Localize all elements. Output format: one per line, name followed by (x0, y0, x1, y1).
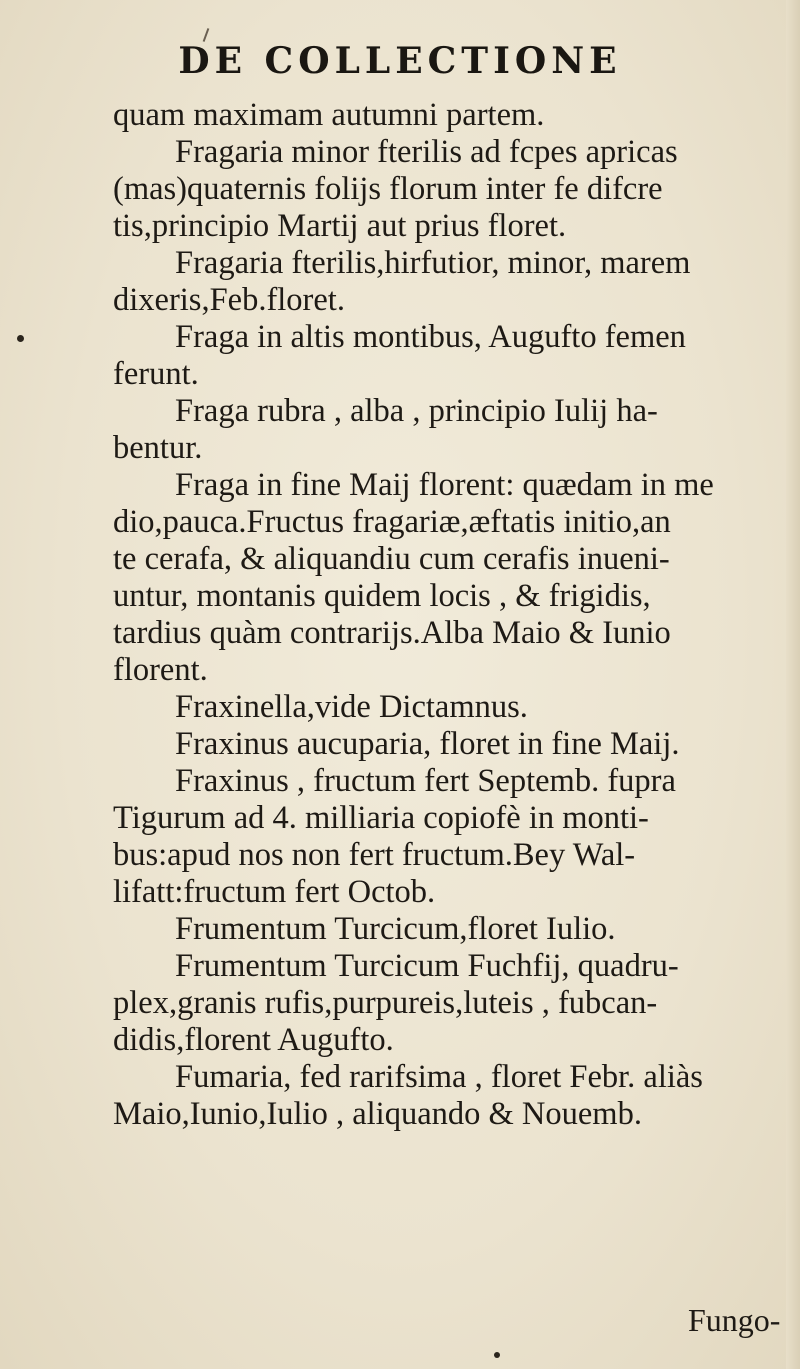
text-line: Fraga in altis montibus, Augufto femen (175, 319, 686, 355)
text-line: untur, montanis quidem locis , & frigidis, (113, 578, 651, 614)
text-line: dixeris,Feb.floret. (113, 282, 345, 318)
text-line: florent. (113, 652, 208, 688)
text-line: Fragaria fterilis,hirfutior, minor, marem (175, 245, 691, 281)
text-line: ferunt. (113, 356, 199, 392)
text-line: Fraxinella,vide Dictamnus. (175, 689, 528, 725)
ink-speck (494, 1352, 500, 1358)
text-line: dio,pauca.Fructus fragariæ,æftatis initio,an (113, 504, 671, 540)
text-line: bus:apud nos non fert fructum.Bey Wal- (113, 837, 636, 873)
text-line: Fumaria, fed rarifsima , floret Febr. aliàs (175, 1059, 703, 1095)
text-line: Frumentum Turcicum,floret Iulio. (175, 911, 616, 947)
text-line: Fraxinus aucuparia, floret in fine Maij. (175, 726, 680, 762)
text-line: tis,principio Martij aut prius floret. (113, 208, 567, 244)
text-line: plex,granis rufis,purpureis,luteis , fubcan- (113, 985, 658, 1021)
text-line: Fraga rubra , alba , principio Iulij ha- (175, 393, 658, 429)
text-line: te cerafa, & aliquandiu cum cerafis inueni- (113, 541, 670, 577)
text-line: Fragaria minor fterilis ad fcpes apricas (175, 134, 678, 170)
text-line: Fraga in fine Maij florent: quædam in me (175, 467, 714, 503)
catchword: Fungo- (688, 1302, 781, 1338)
text-line: quam maximam autumni partem. (113, 97, 545, 133)
text-line: Frumentum Turcicum Fuchfij, quadru- (175, 948, 679, 984)
text-line: Fraxinus , fructum fert Septemb. fupra (175, 763, 676, 799)
text-line: lifatt:fructum fert Octob. (113, 874, 436, 910)
text-line: Tigurum ad 4. milliaria copiofè in monti- (113, 800, 649, 836)
text-line: Maio,Iunio,Iulio , aliquando & Nouemb. (113, 1096, 642, 1132)
text-line: didis,florent Augufto. (113, 1022, 394, 1058)
running-title: DE COLLECTIONE (178, 40, 622, 82)
text-line: (mas)quaternis folijs florum inter fe difcre (113, 171, 663, 207)
text-line: tardius quàm contrarijs.Alba Maio & Iunio (113, 615, 671, 651)
text-line: bentur. (113, 430, 203, 466)
ink-speck (17, 335, 24, 342)
page-edge (786, 0, 800, 1369)
